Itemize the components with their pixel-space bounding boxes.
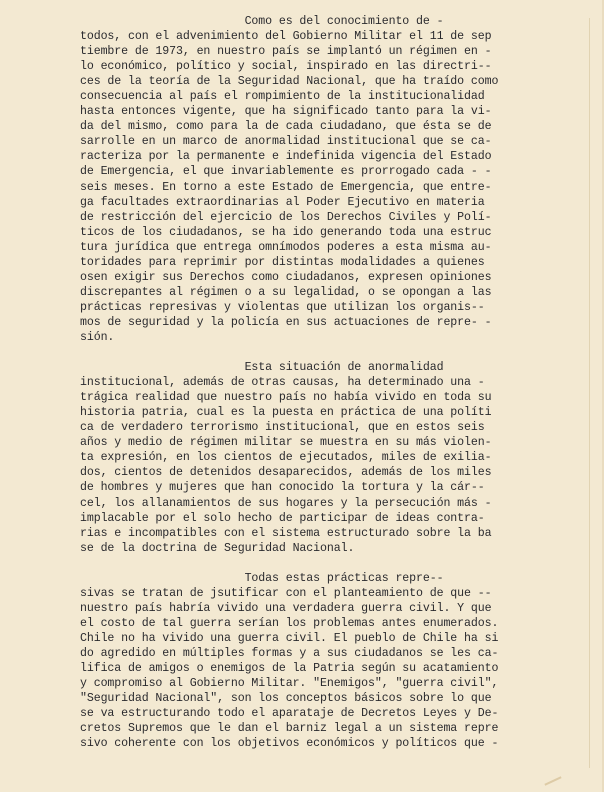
text-line: sivo coherente con los objetivos económicos y políticos que - — [80, 737, 499, 751]
text-line: de restricción del ejercicio de los Derechos Civiles y Polí- — [80, 210, 492, 224]
text-line: discrepantes al régimen o a su legalidad, o se opongan a las — [80, 285, 492, 299]
text-line: tiembre de 1973, en nuestro país se implantó un régimen en - — [80, 45, 492, 59]
text-line: y compromiso al Gobierno Militar. "Enemigos", "guerra civil", — [80, 677, 499, 691]
text-line: rias e incompatibles con el sistema estructurado sobre la ba — [80, 526, 492, 540]
text-line: trágica realidad que nuestro país no había vivido en toda su — [80, 391, 492, 405]
text-line: do agredido en múltiples formas y a sus ciudadanos se les ca- — [80, 646, 499, 660]
text-line: toridades para reprimir por distintas modalidades a quienes — [80, 255, 485, 269]
text-line: ga facultades extraordinarias al Poder Ejecutivo en materia — [80, 195, 485, 209]
text-line: da del mismo, como para la de cada ciudadano, que ésta se de — [80, 120, 492, 134]
text-line: tura jurídica que entrega omnímodos poderes a esta misma au- — [80, 240, 492, 254]
paragraph-1 — [80, 14, 516, 345]
text-line: hasta entonces vigente, que ha significado tanto para la vi- — [80, 105, 492, 119]
text-line: implacable por el solo hecho de participar de ideas contra- — [80, 511, 485, 525]
paragraph-spacer — [80, 556, 516, 571]
text-line: el costo de tal guerra serían los problemas antes enumerados. — [80, 616, 499, 630]
text-line: mos de seguridad y la policía en sus actuaciones de repre- - — [80, 315, 492, 329]
text-line: lifica de amigos o enemigos de la Patria según su acatamiento — [80, 662, 499, 676]
text-line: ca de verdadero terrorismo institucional, que en estos seis — [80, 421, 485, 435]
text-line: lo económico, político y social, inspirado en las directri-- — [80, 60, 492, 74]
paragraph-3 — [80, 571, 516, 752]
paragraph-2 — [80, 360, 516, 556]
text-line: historia patria, cual es la puesta en práctica de una políti — [80, 406, 492, 420]
text-line: Esta situación de anormalidad — [80, 361, 444, 375]
text-line: se va estructurando todo el aparataje de Decretos Leyes y De- — [80, 707, 499, 721]
text-line: institucional, además de otras causas, ha determinado una - — [80, 376, 485, 390]
text-line: todos, con el advenimiento del Gobierno Militar el 11 de sep — [80, 30, 492, 44]
typewritten-text-body — [80, 14, 516, 751]
text-line: dos, cientos de detenidos desaparecidos, además de los miles — [80, 466, 492, 480]
text-line: sarrolle en un marco de anormalidad institucional que se ca- — [80, 135, 492, 149]
text-line: Todas estas prácticas repre-- — [80, 571, 444, 585]
page-fold-mark — [589, 18, 590, 768]
text-line: "Seguridad Nacional", son los conceptos básicos sobre lo que — [80, 692, 492, 706]
text-line: osen exigir sus Derechos como ciudadanos, expresen opiniones — [80, 270, 492, 284]
text-line: seis meses. En torno a este Estado de Emergencia, que entre- — [80, 180, 492, 194]
text-line: se de la doctrina de Seguridad Nacional. — [80, 541, 355, 555]
text-line: ta expresión, en los cientos de ejecutados, miles de exilia- — [80, 451, 492, 465]
text-line: Chile no ha vivido una guerra civil. El pueblo de Chile ha si — [80, 631, 499, 645]
text-line: cel, los allanamientos de sus hogares y la persecución más - — [80, 496, 492, 510]
text-line: ces de la teoría de la Seguridad Nacional, que ha traído como — [80, 75, 499, 89]
text-line: prácticas represivas y violentas que utilizan los organis-- — [80, 300, 485, 314]
text-line: ticos de los ciudadanos, se ha ido generando toda una estruc — [80, 225, 492, 239]
paragraph-spacer — [80, 345, 516, 360]
paper-crease-mark — [544, 776, 561, 785]
text-line: de Emergencia, el que invariablemente es prorrogado cada - - — [80, 165, 492, 179]
text-line: de hombres y mujeres que han conocido la tortura y la cár-- — [80, 481, 485, 495]
text-line: años y medio de régimen militar se muestra en su más violen- — [80, 436, 492, 450]
text-line: sión. — [80, 330, 115, 344]
text-line: Como es del conocimiento de - — [80, 15, 444, 28]
text-line: consecuencia al país el rompimiento de la institucionalidad — [80, 90, 485, 104]
text-line: nuestro país habría vivido una verdadera guerra civil. Y que — [80, 601, 492, 615]
text-line: sivas se tratan de jsutificar con el planteamiento de que -- — [80, 586, 492, 600]
text-line: cretos Supremos que le dan el barniz legal a un sistema repre — [80, 722, 499, 736]
text-line: racteriza por la permanente e indefinida vigencia del Estado — [80, 150, 492, 164]
